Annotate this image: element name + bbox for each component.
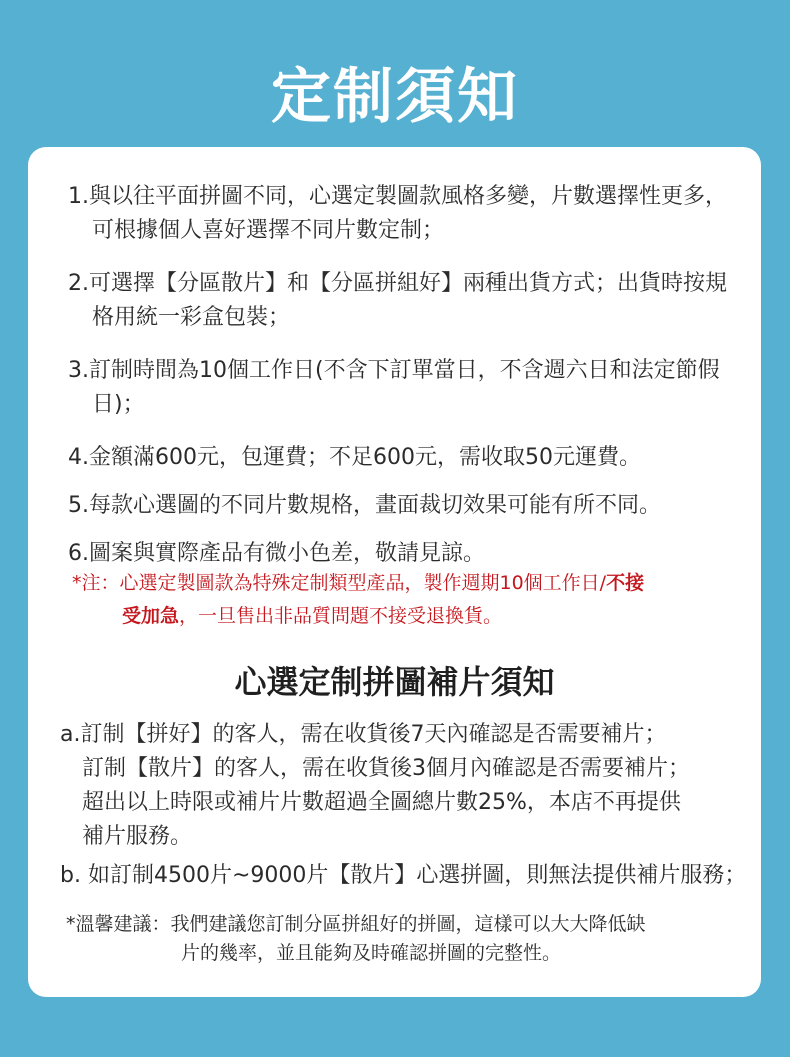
refill-rule-b: b. 如訂制4500片~9000片【散片】心選拼圖，則無法提供補片服務；: [60, 863, 747, 888]
note-emphasis: 不接: [606, 572, 645, 594]
list-item: 3.訂制時間為10個工作日(不含下訂單當日，不含週六日和法定節假日)；: [68, 358, 720, 417]
rule-line: 超出以上時限或補片片數超過全圖總片數25%，本店不再提供: [82, 790, 681, 815]
warm-tip: [66, 910, 736, 968]
note-text: *注：心選定製圖款為特殊定制類型產品，製作週期10個工作日/: [72, 572, 607, 594]
notice-list: [68, 180, 728, 571]
refill-rules-a: [60, 718, 730, 854]
section-heading: 心選定制拼圖補片須知: [234, 663, 555, 701]
warning-note: [72, 567, 732, 633]
tip-line: *溫馨建議：我們建議您訂制分區拼組好的拼圖，這樣可以大大降低缺: [66, 913, 646, 935]
rule-line: 訂制【散片】的客人，需在收貨後3個月內確認是否需要補片；: [82, 756, 690, 781]
list-item: 2.可選擇【分區散片】和【分區拼組好】兩種出貨方式；出貨時按規格用統一彩盒包裝；: [68, 271, 727, 330]
list-item: 4.金額滿600元，包運費；不足600元，需收取50元運費。: [68, 445, 641, 470]
page-title: 定制須知: [271, 62, 519, 132]
list-item: 5.每款心選圖的不同片數規格，畫面裁切效果可能有所不同。: [68, 493, 661, 518]
list-item: 1.與以往平面拼圖不同，心選定製圖款風格多變，片數選擇性更多，可根據個人喜好選擇不同片數定制；: [68, 184, 727, 243]
notice-card: [28, 147, 761, 997]
rule-line: 補片服務。: [82, 824, 193, 849]
list-item: 6.圖案與實際產品有微小色差，敬請見諒。: [68, 541, 485, 566]
tip-line: 片的幾率，並且能夠及時確認拼圖的完整性。: [181, 942, 562, 964]
note-emphasis: 受加急: [122, 605, 180, 627]
rule-line: a.訂制【拼好】的客人，需在收貨後7天內確認是否需要補片；: [60, 722, 667, 747]
note-text: ，一旦售出非品質問題不接受退換貨。: [179, 605, 503, 627]
